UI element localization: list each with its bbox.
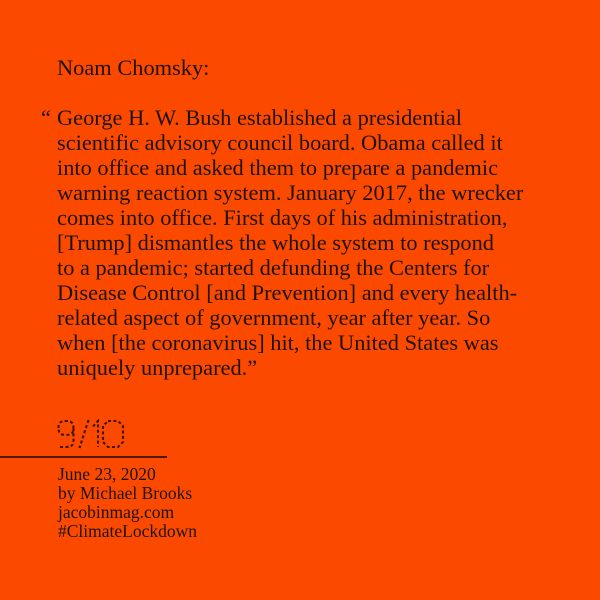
page-counter-text (0, 0, 1, 1)
quote-line: related aspect of government, year after year. So (57, 305, 491, 330)
quote-line: to a pandemic; started defunding the Centers for (57, 255, 490, 280)
digit-9-glyph (59, 421, 74, 447)
author-byline: by Michael Brooks (58, 483, 193, 503)
footer-credits (58, 465, 197, 541)
quote-line: George H. W. Bush established a presidential (57, 105, 463, 130)
quote-line: scientific advisory council board. Obama called it (57, 130, 503, 155)
quote-line: comes into office. First days of his administration, (57, 205, 508, 230)
quote-line: [Trump] dismantles the whole system to respond (57, 230, 494, 255)
quote-line: uniquely unprepared.” (57, 355, 258, 380)
publication-date: June 23, 2020 (58, 464, 156, 484)
quote-line: when [the coronavirus] hit, the United States was (57, 330, 499, 355)
quote-line: Disease Control [and Prevention] and every health- (57, 280, 518, 305)
digit-1-glyph (93, 421, 98, 447)
quote-line: warning reaction system. January 2017, the wrecker (57, 180, 524, 205)
website-url: jacobinmag.com (58, 502, 175, 522)
open-quote-mark: “ (41, 105, 51, 130)
page-counter-graphic (56, 419, 126, 449)
divider-line (0, 456, 167, 458)
quote-text (41, 105, 524, 380)
slash-glyph (80, 420, 89, 448)
speaker-name: Noam Chomsky: (57, 55, 210, 80)
digit-0-glyph (103, 421, 123, 447)
quote-line: into office and asked them to prepare a pandemic (57, 155, 499, 180)
hashtag: #ClimateLockdown (58, 521, 198, 541)
